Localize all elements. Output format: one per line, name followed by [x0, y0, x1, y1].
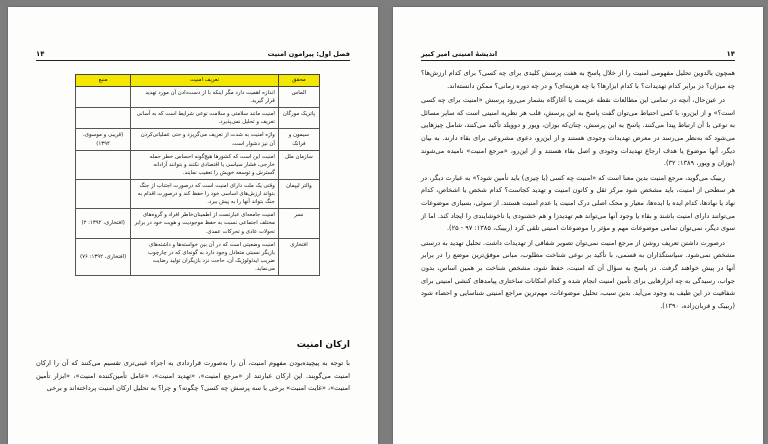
right-page: [393, 7, 763, 444]
left-page-number: ۱۴: [36, 50, 45, 58]
source-cell: (افتخاری، ۱۳۹۲: ۷۶): [76, 238, 131, 275]
body-paragraph: در عین‌حال، آنچه در تمامی این مطالعات نقطه عزیمت یا آغازگاه بشمار می‌رود پرسش «امنیت برای چه کسی است؟» و از این‌رو، با کمی احتیاط می‌توان گفت پاسخ به این پرسش، قلب هر نظریه امنیتی است که سایر مسائل به نوعی با آن ارتباط پیدا می‌کنند. پاسخ به این پرسش، چنان‌که بوزان، ویور و دوویلد تأکید می‌کنند، شامل چیزهایی می‌شود که به‌نظر می‌رسد در معرض تهدیدات وجودی هستند و از این‌رو، دعوی مشروعی برای بقاء دارند. به بیان دیگر، آنها موضوع یا هدف ارجاع تهدیدات وجودی و اصل بقاء هستند و از این‌رو، «مرجع امنیت» نامیده می‌شوند (بوزان و ویور، ۱۳۸۹: ۳۲).: [421, 96, 735, 168]
col-source: منبع: [76, 75, 131, 87]
definition-cell: امنیت این است که کشورها هیچ‌گونه احساس خطر حمله خارجی، فشار سیاسی یا اقتصادی نکنند و بتوانند آزادانه گسترش و توسعه خویش را تعقیب نمایند.: [131, 150, 279, 179]
section-title: ارکان امنیت: [296, 340, 350, 350]
right-header-title: اندیشهٔ امنیتی امیر کبیر: [421, 50, 498, 58]
table-header-row: [76, 75, 320, 87]
table-row: [76, 209, 320, 238]
right-page-number: ۱۴: [726, 50, 735, 58]
definition-cell: واژه امنیت به شدت از تعریف می‌گریزد و حتی عملیاتی‌کردن آن نیز دشوار است.: [131, 129, 279, 150]
left-page: [8, 7, 378, 444]
researcher-cell: الماس: [278, 87, 319, 108]
table-row: [76, 108, 320, 129]
researcher-cell: سازمان ملل: [278, 150, 319, 179]
researcher-cell: نسر: [278, 209, 319, 238]
source-cell: [76, 87, 131, 108]
table-row: [76, 238, 320, 275]
table-row: [76, 129, 320, 150]
body-paragraph: درصورت داشتن تعریف روشن از مرجع امنیت نمی‌توان تصویر شفافی از تهدیدات داشت. تحلیل تهدید به درستی مشخص نمی‌شود. سیاستگذاران به قسمی، با تأکید بر نوعی شناخت مطلوب، مبانی موفق‌ترین موضع را در برابر آنها در پیش خواهند گرفت. در پاسخ به سؤال آن که امنیت، حفظ شود، مشخص شناخت بر همین اساس، بدون جواب، رسیدگی به چه ابزارهایی برای تأمین امنیت انجام شده و کدام امکانات ساختاری پیامدهای کنشی امنیتی برای شفافیت در این طیف به وجود می‌آید. بدین سبب، تحلیل موضوعات، مهم‌ترین مراجع امنیتی شناسایی و احصاء شود (ربیبک و قربان‌زاده، ۱۳۹۰).: [421, 238, 735, 310]
body-paragraph: ربیبک می‌گوید، مرجع امنیت بدین معنا است که «امنیت چه کسی (یا چیزی) باید تأمین شود؟» به عبارت دیگر، در هر سطحی از امنیت، باید مشخص شود مرکز ثقل و کانون امنیت و تهدید کجاست؟ کدام شخص یا اشخاص، کدام نهاد یا نهادها، کدام ایده یا ایده‌ها، معیار و محک اصلی درک امنیت یا عدم امنیت هستند. از سوئی، بسیاری موضوعات می‌توانند دارای امنیت باشند و بقاء یا وجود آنها می‌تواند هم تهدیدزا و هم خشنودی یا ناخوشایندی را ایجاد کند. اما از سوی دیگر، نمی‌توان تمامی موضوعات مهم و مؤثر را موضوعات امنیتی تلقی کرد (ربیبک، ۱۳۸۵: ۹۷ - ۲۵).: [421, 173, 735, 233]
researcher-cell: پاتریک مورگان: [278, 108, 319, 129]
right-page-header: [421, 45, 735, 61]
source-cell: [76, 179, 131, 208]
source-cell: (قریبی و موسوی، ۱۳۹۴): [76, 129, 131, 150]
left-page-header: [36, 45, 350, 61]
col-researcher: محقق: [278, 75, 319, 87]
table-row: [76, 179, 320, 208]
definition-cell: امنیت مانند سلامتی و سلامت نوعی شرایط است که به آسانی تعریف و تحلیل نمی‌پذیرد.: [131, 108, 279, 129]
right-body: [421, 67, 735, 314]
researcher-cell: افتخاری: [278, 238, 319, 275]
source-cell: [76, 150, 131, 179]
definition-cell: امنیت وضعیتی است که در آن بین خواسته‌ها و داشته‌های بازیگر نسبتی متعادل وجود دارد به گونه‌ای که در چارچوب ضریب ایدئولوژیک آن، حاجت نزد بازیگران تولید رضایت می‌نماید.: [131, 238, 279, 275]
security-definitions-table: [75, 74, 320, 276]
definition-cell: اندازه اهمیت دارد مگر اینکه با از دست‌دادن آن مورد تهدید قرار گیرید.: [131, 87, 279, 108]
definition-cell: امنیت جامعه‌ای عبارتست از اطمینان‌خاطر افراد و گروه‌های مختلف اجتماعی نسبت به حفظ موجودیت و هویت خود در برابر تحولات عادی و تحرکات عمدی.: [131, 209, 279, 238]
researcher-cell: والتر لیپمان: [278, 179, 319, 208]
source-cell: (افتخاری، ۱۳۹۲: ۴): [76, 209, 131, 238]
table-row: [76, 87, 320, 108]
researcher-cell: سیمون و فرانک: [278, 129, 319, 150]
definition-cell: وقتی یک ملت دارای امنیت است که درصورت اجتناب از جنگ بتواند ارزش‌های اساسی خود را حفظ کند و درصورت اقدام به جنگ بتواند آنها را به پیش ببرد.: [131, 179, 279, 208]
left-body-paragraph: با توجه به پیچیده‌بودن مفهوم امنیت، آن را به‌صورت قراردادی به اجزاء عینی‌تری تقسیم می‌کنند که آن را ارکان امنیت می‌گویند. این ارکان عبارتند از «مرجع امنیت»، «تهدید امنیت»، «عامل تأمین‌کننده امنیت»، «ابزار تأمین امنیت»، «غایت امنیت» برخی با سه پرسش چه کسی؟ چگونه؟ و چرا؟ به تحلیل ارکان امنیت پرداخته‌اند و برخی: [36, 359, 350, 393]
source-cell: [76, 108, 131, 129]
table-row: [76, 150, 320, 179]
body-paragraph: همچون بالدوین تحلیل مفهومی امنیت را از خلال پاسخ به هفت پرسش کلیدی برای چه کسی؟ برای کدام ارزش‌ها؟ چه میزان؟ در برابر کدام تهدیدات؟ با کدام ابزارها؟ با چه هزینه‌ای؟ و در چه دوره زمانی؟ ممکن دانسته‌اند.: [421, 69, 735, 90]
col-definition: تعریف امنیت: [131, 75, 279, 87]
left-header-title: فصل اول: پیرامون امنیت: [267, 50, 350, 58]
